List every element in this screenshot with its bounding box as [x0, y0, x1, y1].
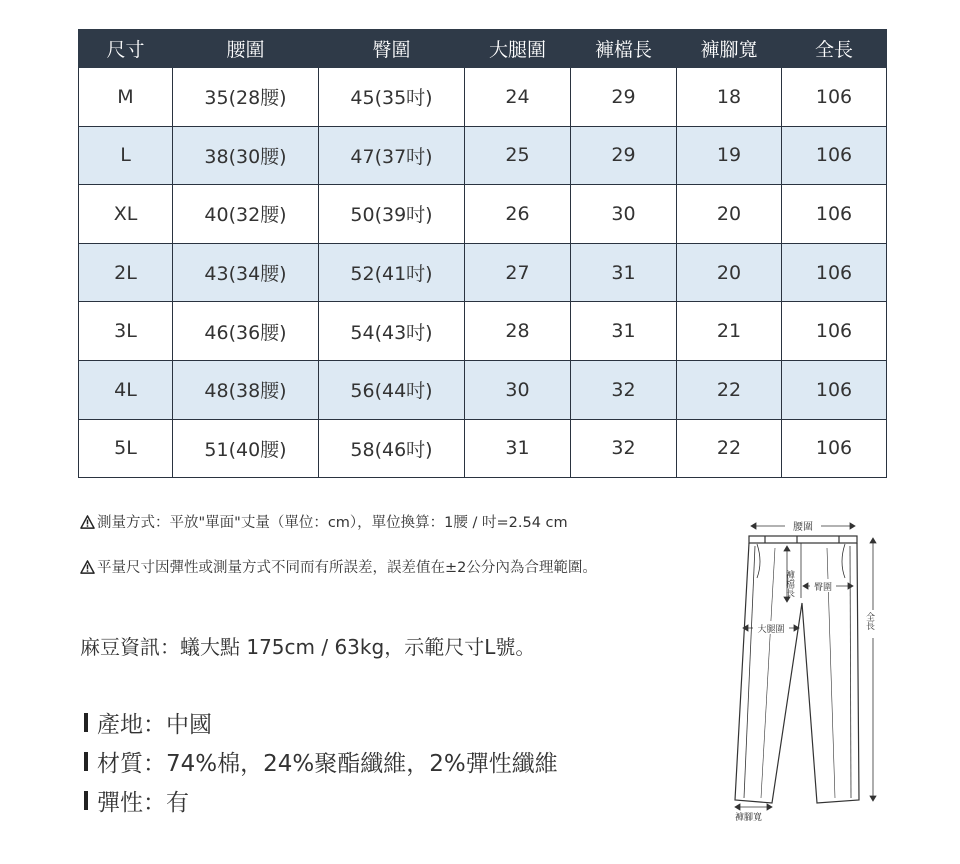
spec-material-text: 材質：74%棉，24%聚酯纖維，2%彈性纖維 — [97, 751, 558, 777]
table-row — [79, 360, 887, 419]
table-cell: 30 — [465, 360, 571, 419]
rise-label: 褲檔長 — [784, 570, 794, 597]
table-cell: 31 — [571, 302, 677, 361]
table-cell: 18 — [677, 68, 782, 127]
table-header-row — [79, 30, 887, 68]
table-cell: 106 — [782, 126, 887, 185]
spec-stretch — [80, 784, 189, 817]
spec-origin-text: 產地：中國 — [97, 712, 212, 738]
hip-label: 臀圍 — [813, 583, 833, 593]
table-cell: 38(30腰) — [173, 126, 319, 185]
table-cell: 28 — [465, 302, 571, 361]
table-cell: 106 — [782, 243, 887, 302]
hem-dimension — [735, 804, 772, 810]
table-cell: 32 — [571, 360, 677, 419]
table-cell: 40(32腰) — [173, 185, 319, 244]
bullet-bar — [84, 791, 88, 810]
table-cell: 31 — [571, 243, 677, 302]
hem-label: 褲腳寬 — [735, 813, 763, 823]
table-cell: 31 — [465, 419, 571, 478]
measure-method-text: 測量方式：平放"單面"丈量（單位：cm），單位換算：1腰 / 吋=2.54 cm — [97, 515, 568, 531]
table-cell: 48(38腰) — [173, 360, 319, 419]
bullet-bar — [84, 752, 88, 771]
tolerance-note — [80, 556, 597, 577]
table-cell: M — [79, 68, 173, 127]
table-cell: 54(43吋) — [319, 302, 465, 361]
header-hem: 褲腳寬 — [677, 30, 782, 68]
length-label: 全長 — [864, 612, 874, 630]
table-cell: 19 — [677, 126, 782, 185]
table-cell: 106 — [782, 419, 887, 478]
tolerance-text: 平量尺寸因彈性或測量方式不同而有所誤差，誤差值在±2公分內為合理範圍。 — [97, 560, 597, 576]
table-cell: 29 — [571, 126, 677, 185]
spec-origin — [80, 706, 212, 739]
table-cell: 25 — [465, 126, 571, 185]
warning-triangle-icon — [80, 515, 95, 529]
table-cell: 45(35吋) — [319, 68, 465, 127]
length-dimension — [870, 538, 876, 801]
size-chart-table — [78, 29, 887, 478]
header-waist: 腰圍 — [173, 30, 319, 68]
table-cell: 29 — [571, 68, 677, 127]
table-cell: 24 — [465, 68, 571, 127]
table-row — [79, 302, 887, 361]
table-cell: 106 — [782, 302, 887, 361]
table-row — [79, 126, 887, 185]
table-row — [79, 419, 887, 478]
table-cell: 58(46吋) — [319, 419, 465, 478]
header-hip: 臀圍 — [319, 30, 465, 68]
table-cell: 106 — [782, 185, 887, 244]
table-cell: 2L — [79, 243, 173, 302]
table-cell: 50(39吋) — [319, 185, 465, 244]
table-cell: 22 — [677, 360, 782, 419]
header-length: 全長 — [782, 30, 887, 68]
table-cell: 47(37吋) — [319, 126, 465, 185]
table-cell: 21 — [677, 302, 782, 361]
table-cell: 43(34腰) — [173, 243, 319, 302]
table-cell: 27 — [465, 243, 571, 302]
table-cell: 32 — [571, 419, 677, 478]
spec-stretch-text: 彈性：有 — [97, 790, 189, 816]
table-cell: 106 — [782, 360, 887, 419]
bullet-bar — [84, 713, 88, 732]
table-cell: 4L — [79, 360, 173, 419]
table-cell: 22 — [677, 419, 782, 478]
header-size: 尺寸 — [79, 30, 173, 68]
table-cell: 26 — [465, 185, 571, 244]
table-cell: L — [79, 126, 173, 185]
table-cell: 3L — [79, 302, 173, 361]
table-cell: 20 — [677, 185, 782, 244]
model-info: 麻豆資訊：蟻大點 175cm / 63kg，示範尺寸L號。 — [80, 635, 536, 659]
table-cell: 52(41吋) — [319, 243, 465, 302]
waist-label: 腰圍 — [793, 522, 813, 533]
table-cell: 46(36腰) — [173, 302, 319, 361]
table-cell: XL — [79, 185, 173, 244]
header-thigh: 大腿圍 — [465, 30, 571, 68]
table-row — [79, 68, 887, 127]
header-rise: 褲檔長 — [571, 30, 677, 68]
pants-measurement-diagram — [727, 518, 887, 828]
table-cell: 30 — [571, 185, 677, 244]
table-cell: 35(28腰) — [173, 68, 319, 127]
thigh-label: 大腿圍 — [757, 625, 785, 635]
table-cell: 56(44吋) — [319, 360, 465, 419]
spec-material — [80, 745, 558, 778]
table-cell: 106 — [782, 68, 887, 127]
table-cell: 20 — [677, 243, 782, 302]
warning-triangle-icon — [80, 560, 95, 574]
measure-method-note — [80, 511, 568, 532]
table-row — [79, 243, 887, 302]
table-row — [79, 185, 887, 244]
table-cell: 51(40腰) — [173, 419, 319, 478]
table-cell: 5L — [79, 419, 173, 478]
